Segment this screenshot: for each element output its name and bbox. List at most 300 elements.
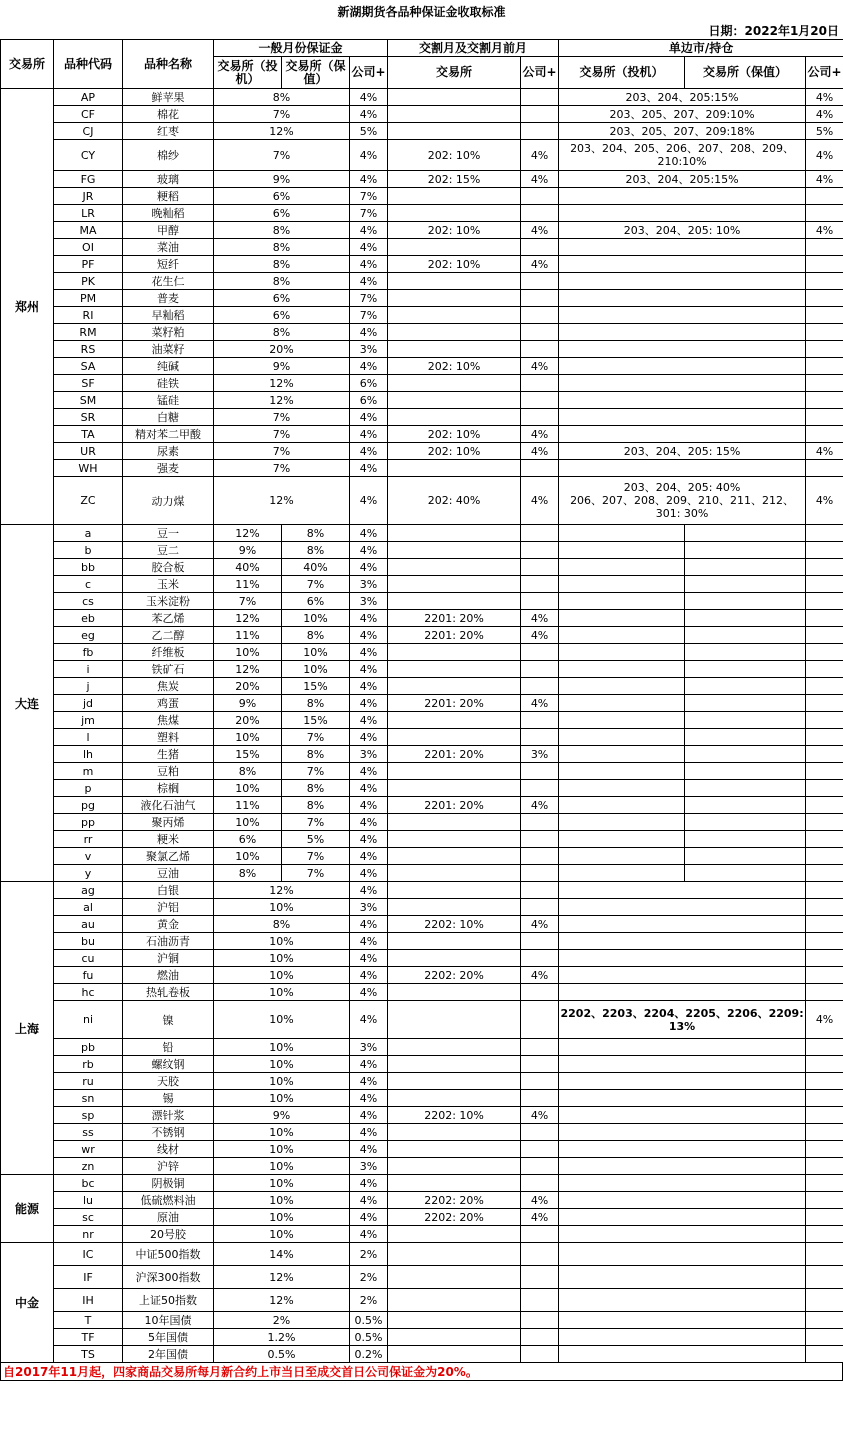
- page-title: 新湖期货各品种保证金收取标准: [337, 5, 506, 19]
- product-name: 纤维板: [123, 644, 214, 661]
- product-name: 锡: [123, 1090, 214, 1107]
- delivery-margin: 2201: 20%: [388, 610, 521, 627]
- unilateral-margin: [559, 1289, 806, 1312]
- table-row: [1, 477, 843, 525]
- product-code: PK: [54, 273, 123, 290]
- product-code: OI: [54, 239, 123, 256]
- table-row: [1, 865, 843, 882]
- table-row: [1, 899, 843, 916]
- unilateral-hedge: [685, 542, 806, 559]
- delivery-margin: [388, 899, 521, 916]
- unilateral-company-add: [806, 882, 843, 899]
- product-name: 2年国债: [123, 1346, 214, 1363]
- company-add: 4%: [350, 443, 388, 460]
- delivery-margin: [388, 460, 521, 477]
- product-code: cu: [54, 950, 123, 967]
- product-name: 聚丙烯: [123, 814, 214, 831]
- company-add: 4%: [350, 882, 388, 899]
- unilateral-company-add: [806, 627, 843, 644]
- margin-speculation: 10%: [214, 729, 282, 746]
- delivery-company-add: 4%: [521, 477, 559, 525]
- unilateral-hedge: [685, 559, 806, 576]
- unilateral-company-add: [806, 644, 843, 661]
- company-add: 4%: [350, 1192, 388, 1209]
- delivery-margin: 202: 10%: [388, 256, 521, 273]
- margin-table: [0, 39, 843, 1363]
- unilateral-spec: [559, 593, 685, 610]
- product-name: 原油: [123, 1209, 214, 1226]
- unilateral-company-add: [806, 273, 843, 290]
- delivery-margin: [388, 123, 521, 140]
- header-code: 品种代码: [54, 40, 123, 89]
- product-code: eb: [54, 610, 123, 627]
- delivery-margin: [388, 273, 521, 290]
- company-add: 4%: [350, 712, 388, 729]
- product-code: jd: [54, 695, 123, 712]
- unilateral-margin: [559, 950, 806, 967]
- margin-speculation: 7%: [214, 593, 282, 610]
- unilateral-hedge: [685, 695, 806, 712]
- unilateral-company-add: [806, 916, 843, 933]
- unilateral-margin: [559, 188, 806, 205]
- margin-general: 6%: [214, 188, 350, 205]
- product-name: 豆油: [123, 865, 214, 882]
- header-general: 一般月份保证金: [214, 40, 388, 57]
- delivery-company-add: 4%: [521, 222, 559, 239]
- margin-general: 14%: [214, 1243, 350, 1266]
- product-name: 白银: [123, 882, 214, 899]
- table-row: [1, 610, 843, 627]
- product-code: RS: [54, 341, 123, 358]
- product-name: 菜籽粕: [123, 324, 214, 341]
- delivery-company-add: [521, 307, 559, 324]
- product-code: ZC: [54, 477, 123, 525]
- margin-hedge: 7%: [282, 729, 350, 746]
- product-name: 玉米淀粉: [123, 593, 214, 610]
- exchange-name: 上海: [1, 882, 54, 1175]
- unilateral-company-add: [806, 1090, 843, 1107]
- margin-speculation: 20%: [214, 712, 282, 729]
- margin-general: 10%: [214, 1001, 350, 1039]
- unilateral-company-add: [806, 576, 843, 593]
- delivery-company-add: [521, 1090, 559, 1107]
- unilateral-spec: [559, 525, 685, 542]
- delivery-margin: [388, 307, 521, 324]
- margin-general: 12%: [214, 1289, 350, 1312]
- company-add: 3%: [350, 1039, 388, 1056]
- product-name: 短纤: [123, 256, 214, 273]
- margin-general: 7%: [214, 443, 350, 460]
- table-row: [1, 763, 843, 780]
- unilateral-hedge: [685, 627, 806, 644]
- footer-note: 自2017年11月起，四家商品交易所每月新合约上市当日至成交首日公司保证金为20%。: [0, 1363, 843, 1381]
- margin-speculation: 11%: [214, 797, 282, 814]
- product-name: 晚籼稻: [123, 205, 214, 222]
- margin-hedge: 8%: [282, 695, 350, 712]
- unilateral-company-add: [806, 460, 843, 477]
- product-code: CY: [54, 140, 123, 171]
- unilateral-spec: [559, 576, 685, 593]
- table-row: [1, 814, 843, 831]
- delivery-company-add: [521, 1039, 559, 1056]
- delivery-company-add: [521, 831, 559, 848]
- table-row: [1, 1266, 843, 1289]
- product-code: TF: [54, 1329, 123, 1346]
- unilateral-margin: [559, 409, 806, 426]
- unilateral-margin: [559, 967, 806, 984]
- unilateral-margin: [559, 1209, 806, 1226]
- unilateral-hedge: [685, 831, 806, 848]
- table-row: [1, 426, 843, 443]
- table-row: [1, 205, 843, 222]
- product-code: IC: [54, 1243, 123, 1266]
- company-add: 3%: [350, 899, 388, 916]
- delivery-margin: [388, 848, 521, 865]
- company-add: 4%: [350, 1226, 388, 1243]
- delivery-company-add: [521, 1329, 559, 1346]
- unilateral-company-add: [806, 1039, 843, 1056]
- unilateral-margin: 203、205、207、209:10%: [559, 106, 806, 123]
- unilateral-spec: [559, 729, 685, 746]
- delivery-margin: 202: 40%: [388, 477, 521, 525]
- delivery-margin: [388, 525, 521, 542]
- product-name: 低硫燃料油: [123, 1192, 214, 1209]
- unilateral-margin: 203、204、205: 10%: [559, 222, 806, 239]
- delivery-margin: [388, 933, 521, 950]
- delivery-margin: [388, 1056, 521, 1073]
- product-code: lu: [54, 1192, 123, 1209]
- product-code: bc: [54, 1175, 123, 1192]
- delivery-margin: [388, 1073, 521, 1090]
- unilateral-company-add: [806, 967, 843, 984]
- product-name: 强麦: [123, 460, 214, 477]
- company-add: 4%: [350, 1107, 388, 1124]
- delivery-margin: [388, 559, 521, 576]
- product-name: 沪深300指数: [123, 1266, 214, 1289]
- delivery-company-add: [521, 460, 559, 477]
- delivery-company-add: 4%: [521, 1209, 559, 1226]
- delivery-margin: [388, 409, 521, 426]
- table-row: [1, 627, 843, 644]
- unilateral-hedge: [685, 746, 806, 763]
- table-row: [1, 375, 843, 392]
- unilateral-company-add: [806, 559, 843, 576]
- delivery-margin: [388, 984, 521, 1001]
- margin-general: 10%: [214, 899, 350, 916]
- product-code: cs: [54, 593, 123, 610]
- product-code: IF: [54, 1266, 123, 1289]
- table-row: [1, 1312, 843, 1329]
- product-name: 普麦: [123, 290, 214, 307]
- margin-general: 7%: [214, 140, 350, 171]
- margin-hedge: 7%: [282, 576, 350, 593]
- unilateral-company-add: [806, 984, 843, 1001]
- unilateral-company-add: [806, 1312, 843, 1329]
- company-add: 4%: [350, 239, 388, 256]
- unilateral-spec: [559, 559, 685, 576]
- table-row: [1, 307, 843, 324]
- unilateral-hedge: [685, 525, 806, 542]
- company-add: 4%: [350, 1090, 388, 1107]
- company-add: 4%: [350, 1209, 388, 1226]
- margin-general: 10%: [214, 1141, 350, 1158]
- unilateral-hedge: [685, 814, 806, 831]
- unilateral-company-add: [806, 1056, 843, 1073]
- delivery-margin: [388, 1141, 521, 1158]
- unilateral-spec: [559, 814, 685, 831]
- unilateral-company-add: [806, 1124, 843, 1141]
- table-row: [1, 644, 843, 661]
- unilateral-hedge: [685, 729, 806, 746]
- margin-general: 7%: [214, 106, 350, 123]
- unilateral-company-add: [806, 239, 843, 256]
- company-add: 4%: [350, 814, 388, 831]
- margin-speculation: 10%: [214, 780, 282, 797]
- margin-speculation: 12%: [214, 525, 282, 542]
- margin-general: 12%: [214, 477, 350, 525]
- unilateral-spec: [559, 542, 685, 559]
- delivery-company-add: 4%: [521, 443, 559, 460]
- product-code: SM: [54, 392, 123, 409]
- table-row: [1, 593, 843, 610]
- unilateral-hedge: [685, 661, 806, 678]
- delivery-margin: [388, 831, 521, 848]
- product-name: 尿素: [123, 443, 214, 460]
- company-add: 4%: [350, 426, 388, 443]
- product-code: a: [54, 525, 123, 542]
- unilateral-company-add: [806, 324, 843, 341]
- unilateral-company-add: [806, 593, 843, 610]
- table-row: [1, 443, 843, 460]
- table-row: [1, 1226, 843, 1243]
- company-add: 4%: [350, 222, 388, 239]
- product-name: 10年国债: [123, 1312, 214, 1329]
- product-name: 棉纱: [123, 140, 214, 171]
- margin-general: 2%: [214, 1312, 350, 1329]
- unilateral-company-add: [806, 831, 843, 848]
- unilateral-company-add: [806, 712, 843, 729]
- delivery-company-add: [521, 984, 559, 1001]
- margin-speculation: 12%: [214, 661, 282, 678]
- table-row: [1, 273, 843, 290]
- unilateral-hedge: [685, 576, 806, 593]
- product-name: 甲醇: [123, 222, 214, 239]
- unilateral-margin: 203、205、207、209:18%: [559, 123, 806, 140]
- product-code: hc: [54, 984, 123, 1001]
- margin-general: 10%: [214, 1192, 350, 1209]
- unilateral-hedge: [685, 780, 806, 797]
- delivery-margin: [388, 712, 521, 729]
- table-row: [1, 1158, 843, 1175]
- margin-hedge: 10%: [282, 644, 350, 661]
- unilateral-margin: [559, 1107, 806, 1124]
- product-name: 鸡蛋: [123, 695, 214, 712]
- margin-hedge: 10%: [282, 610, 350, 627]
- header-ex-hedge: 交易所（保值）: [282, 57, 350, 89]
- margin-hedge: 40%: [282, 559, 350, 576]
- table-row: [1, 409, 843, 426]
- delivery-company-add: [521, 729, 559, 746]
- company-add: 4%: [350, 273, 388, 290]
- delivery-margin: [388, 1266, 521, 1289]
- delivery-company-add: 4%: [521, 967, 559, 984]
- margin-general: 10%: [214, 950, 350, 967]
- product-name: 沪锌: [123, 1158, 214, 1175]
- unilateral-margin: [559, 273, 806, 290]
- product-code: ru: [54, 1073, 123, 1090]
- table-row: [1, 542, 843, 559]
- table-row: [1, 576, 843, 593]
- product-name: 漂针浆: [123, 1107, 214, 1124]
- margin-general: 6%: [214, 205, 350, 222]
- delivery-margin: 2202: 10%: [388, 916, 521, 933]
- delivery-margin: [388, 324, 521, 341]
- delivery-company-add: [521, 848, 559, 865]
- margin-speculation: 8%: [214, 865, 282, 882]
- company-add: 7%: [350, 188, 388, 205]
- unilateral-margin: [559, 1124, 806, 1141]
- margin-speculation: 9%: [214, 542, 282, 559]
- header-delivery-ex: 交易所: [388, 57, 521, 89]
- table-row: [1, 882, 843, 899]
- product-code: au: [54, 916, 123, 933]
- unilateral-hedge: [685, 763, 806, 780]
- product-code: PF: [54, 256, 123, 273]
- delivery-company-add: 4%: [521, 171, 559, 188]
- company-add: 4%: [350, 984, 388, 1001]
- product-code: AP: [54, 89, 123, 106]
- company-add: 3%: [350, 593, 388, 610]
- unilateral-company-add: [806, 188, 843, 205]
- unilateral-margin: [559, 358, 806, 375]
- product-code: RM: [54, 324, 123, 341]
- delivery-margin: [388, 1226, 521, 1243]
- unilateral-margin: [559, 341, 806, 358]
- table-row: [1, 1107, 843, 1124]
- margin-speculation: 8%: [214, 763, 282, 780]
- unilateral-hedge: [685, 797, 806, 814]
- delivery-company-add: [521, 899, 559, 916]
- unilateral-margin: [559, 1039, 806, 1056]
- table-row: [1, 1329, 843, 1346]
- margin-hedge: 8%: [282, 780, 350, 797]
- margin-general: 7%: [214, 426, 350, 443]
- table-row: [1, 780, 843, 797]
- delivery-margin: [388, 576, 521, 593]
- company-add: 4%: [350, 780, 388, 797]
- company-add: 7%: [350, 307, 388, 324]
- delivery-company-add: [521, 763, 559, 780]
- unilateral-margin: 2202、2203、2204、2205、2206、2209: 13%: [559, 1001, 806, 1039]
- unilateral-company-add: [806, 950, 843, 967]
- product-code: CJ: [54, 123, 123, 140]
- delivery-margin: [388, 1243, 521, 1266]
- delivery-company-add: [521, 1243, 559, 1266]
- table-row: [1, 831, 843, 848]
- unilateral-company-add: [806, 525, 843, 542]
- product-name: 上证50指数: [123, 1289, 214, 1312]
- unilateral-margin: [559, 1090, 806, 1107]
- product-code: sc: [54, 1209, 123, 1226]
- delivery-company-add: [521, 324, 559, 341]
- table-row: [1, 140, 843, 171]
- product-name: 花生仁: [123, 273, 214, 290]
- unilateral-company-add: [806, 1226, 843, 1243]
- table-row: [1, 1175, 843, 1192]
- unilateral-company-add: 5%: [806, 123, 843, 140]
- unilateral-spec: [559, 746, 685, 763]
- delivery-company-add: 4%: [521, 916, 559, 933]
- table-row: [1, 1192, 843, 1209]
- company-add: 4%: [350, 967, 388, 984]
- product-code: IH: [54, 1289, 123, 1312]
- company-add: 3%: [350, 576, 388, 593]
- delivery-margin: [388, 1090, 521, 1107]
- delivery-margin: [388, 392, 521, 409]
- margin-hedge: 8%: [282, 525, 350, 542]
- report-date: 日期：2022年1月20日: [708, 24, 839, 38]
- unilateral-company-add: [806, 1209, 843, 1226]
- product-code: fb: [54, 644, 123, 661]
- margin-hedge: 7%: [282, 763, 350, 780]
- margin-general: 10%: [214, 1226, 350, 1243]
- product-code: SA: [54, 358, 123, 375]
- table-body: [1, 89, 843, 1363]
- margin-general: 10%: [214, 1209, 350, 1226]
- delivery-company-add: 4%: [521, 695, 559, 712]
- table-row: [1, 222, 843, 239]
- margin-hedge: 15%: [282, 712, 350, 729]
- delivery-margin: [388, 89, 521, 106]
- product-code: pb: [54, 1039, 123, 1056]
- unilateral-company-add: [806, 1329, 843, 1346]
- margin-general: 12%: [214, 392, 350, 409]
- product-name: 阴极铜: [123, 1175, 214, 1192]
- exchange-name: 中金: [1, 1243, 54, 1363]
- unilateral-margin: [559, 426, 806, 443]
- margin-general: 10%: [214, 1175, 350, 1192]
- unilateral-margin: [559, 1141, 806, 1158]
- exchange-name: 大连: [1, 525, 54, 882]
- product-code: sp: [54, 1107, 123, 1124]
- delivery-margin: 2202: 20%: [388, 1209, 521, 1226]
- unilateral-company-add: [806, 763, 843, 780]
- margin-speculation: 11%: [214, 627, 282, 644]
- unilateral-hedge: [685, 865, 806, 882]
- delivery-margin: [388, 1001, 521, 1039]
- unilateral-hedge: [685, 712, 806, 729]
- product-name: 早籼稻: [123, 307, 214, 324]
- product-name: 豆一: [123, 525, 214, 542]
- delivery-margin: [388, 375, 521, 392]
- unilateral-company-add: [806, 1289, 843, 1312]
- unilateral-spec: [559, 865, 685, 882]
- company-add: 2%: [350, 1289, 388, 1312]
- delivery-margin: 202: 10%: [388, 426, 521, 443]
- table-row: [1, 661, 843, 678]
- product-code: c: [54, 576, 123, 593]
- delivery-margin: [388, 865, 521, 882]
- delivery-company-add: [521, 950, 559, 967]
- unilateral-company-add: [806, 933, 843, 950]
- margin-general: 10%: [214, 1090, 350, 1107]
- delivery-company-add: [521, 644, 559, 661]
- delivery-margin: [388, 1039, 521, 1056]
- product-code: SR: [54, 409, 123, 426]
- product-code: al: [54, 899, 123, 916]
- product-name: 纯碱: [123, 358, 214, 375]
- header-uni-company: 公司+: [806, 57, 843, 89]
